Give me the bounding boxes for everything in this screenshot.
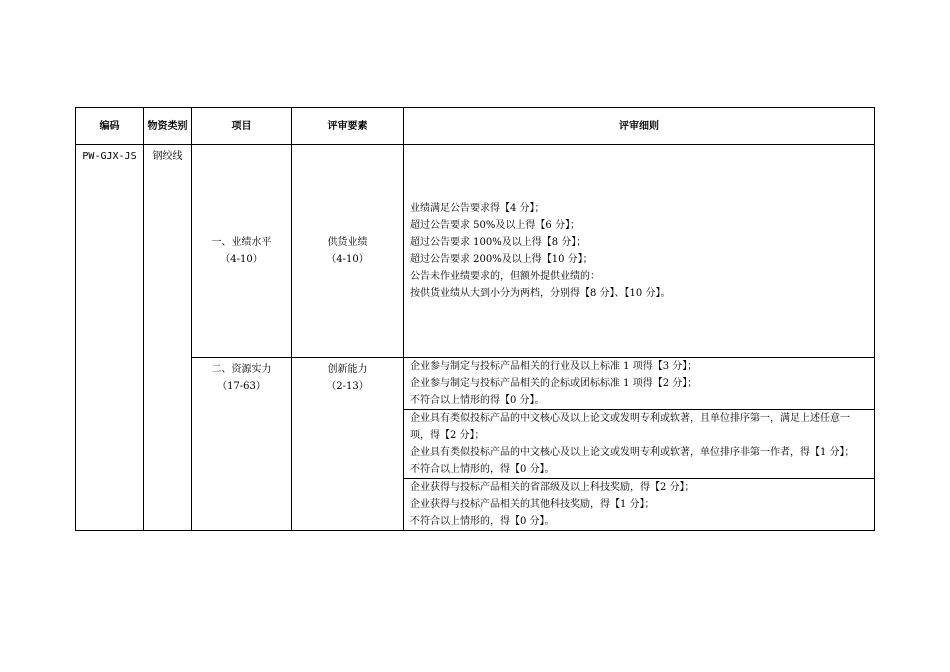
detail-line: 企业获得与投标产品相关的其他科技奖励，得【1 分】； <box>410 499 655 510</box>
detail-cell <box>404 479 875 531</box>
criteria-name: 创新能力 <box>327 364 368 375</box>
header-row <box>76 108 875 145</box>
detail-cell <box>404 145 875 358</box>
item-name: 一、业绩水平 <box>211 237 272 248</box>
detail-line: 不符合以上情形的，得【0 分】。 <box>410 464 555 475</box>
detail-line: 企业获得与投标产品相关的省部级及以上科技奖励，得【2 分】； <box>410 482 695 493</box>
detail-line: 超过公告要求 50%及以上得【6 分】； <box>410 220 580 231</box>
criteria-cell <box>292 358 404 531</box>
header-criteria: 评审要素 <box>292 108 404 145</box>
material-category: 钢绞线 <box>144 145 192 531</box>
header-item: 项目 <box>192 108 292 145</box>
detail-cell <box>404 358 875 410</box>
detail-line: 企业具有类似投标产品的中文核心及以上论文或发明专利或软著，单位排序非第一作者，得【1 分】； <box>410 447 855 458</box>
item-cell <box>192 358 292 531</box>
criteria-cell <box>292 145 404 358</box>
criteria-range: （2-13） <box>326 381 369 392</box>
header-category: 物资类别 <box>144 108 192 145</box>
item-range: （4-10） <box>220 254 263 265</box>
detail-line: 超过公告要求 100%及以上得【8 分】； <box>410 237 587 248</box>
detail-line: 业绩满足公告要求得【4 分】； <box>410 203 545 214</box>
detail-line: 按供货业绩从大到小分为两档，分别得【8 分】、【10 分】。 <box>410 288 671 299</box>
material-code: PW-GJX-JS <box>76 145 144 531</box>
evaluation-table <box>75 107 875 531</box>
criteria-range: （4-10） <box>326 254 369 265</box>
table-row <box>76 358 875 410</box>
table-row <box>76 145 875 358</box>
detail-line: 公告未作业绩要求的，但额外提供业绩的： <box>410 271 600 282</box>
header-detail: 评审细则 <box>404 108 875 145</box>
detail-cell <box>404 410 875 479</box>
detail-line: 企业参与制定与投标产品相关的企标或团标标准 1 项得【2 分】； <box>410 378 698 389</box>
detail-line: 不符合以上情形的，得【0 分】。 <box>410 516 555 527</box>
detail-line: 不符合以上情形的得【0 分】。 <box>410 395 545 406</box>
criteria-name: 供货业绩 <box>327 237 368 248</box>
detail-line: 企业参与制定与投标产品相关的行业及以上标准 1 项得【3 分】； <box>410 361 698 372</box>
header-code: 编码 <box>76 108 144 145</box>
item-name: 二、资源实力 <box>211 364 272 375</box>
detail-line: 超过公告要求 200%及以上得【10 分】； <box>410 254 593 265</box>
item-cell <box>192 145 292 358</box>
detail-line: 企业具有类似投标产品的中文核心及以上论文或发明专利或软著，且单位排序第一，满足上述任意一项，得【2 分】； <box>410 413 850 441</box>
item-range: （17-63） <box>217 381 266 392</box>
